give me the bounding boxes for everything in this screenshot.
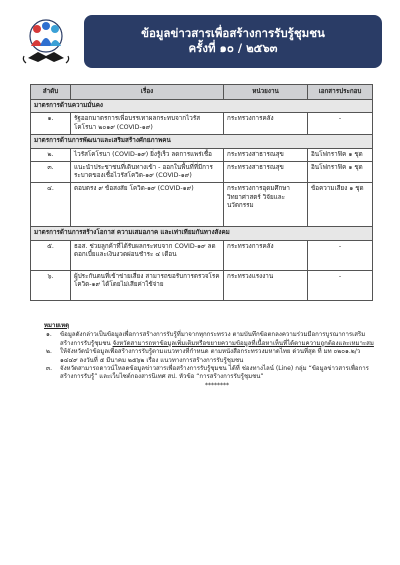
row-no: ๒. xyxy=(31,148,71,161)
table-row xyxy=(31,113,373,135)
row-topic: รัฐออกมาตรการเพื่อบรรเทาผลกระทบจากไวรัสโคโรนา ๒๐๑๙ (COVID-๑๙) xyxy=(71,113,224,135)
row-topic: ธอส. ช่วยลูกค้าที่ได้รับผลกระทบจาก COVID-๑๙ ลดดอกเบี้ยและเงินงวดผ่อนชำระ ๔ เดือน xyxy=(71,240,224,270)
row-topic: ตอบตรง ๙ ข้อสงสัย โควิด-๑๙ (COVID-๑๙) xyxy=(71,183,224,227)
end-mark: ******** xyxy=(205,381,229,389)
row-agency: กระทรวงสาธารณสุข xyxy=(224,148,308,161)
row-doc: ข้อความเสียง ๑ ชุด xyxy=(308,183,373,227)
section-row xyxy=(31,227,373,240)
row-agency: กระทรวงสาธารณสุข xyxy=(224,161,308,183)
section-row xyxy=(31,100,373,113)
note-number: ๒. xyxy=(46,348,52,356)
row-no: ๔. xyxy=(31,183,71,227)
section-title: มาตรการด้านการพัฒนาและเสริมสร้างศักยภาพคน xyxy=(31,135,373,148)
note-text: ให้จังหวัดนำข้อมูลเพื่อสร้างการรับรู้ตามแนวทางที่กำหนด ตามหนังสือกระทรวงมหาดไทย ด่วนที่สุด ที่ มท ๐๒๐๑.๒/ว ๑๔๔๙ ลงวันที่ ๕ มีนาคม ๒๕๖๒ เรื่อง แนวทางการสร้างการรับรู้ชุมชน xyxy=(60,348,361,364)
row-doc: - xyxy=(308,240,373,270)
note-number: ๓. xyxy=(46,365,53,373)
section-title: มาตรการด้านการสร้างโอกาส ความเสมอภาค และเท่าเทียมกันทางสังคม xyxy=(31,227,373,240)
col-header-doc: เอกสารประกอบ xyxy=(308,85,373,100)
notes-section xyxy=(44,322,376,390)
table-row xyxy=(31,183,373,227)
row-agency: กระทรวงการคลัง xyxy=(224,240,308,270)
note-number: ๑. xyxy=(46,331,52,339)
row-topic: ผู้ประกันตนที่เข้าข่ายเสี่ยง สามารถขอรับการตรวจโรคโควิด-๑๙ ได้โดยไม่เสียค่าใช้จ่าย xyxy=(71,270,224,300)
table-row xyxy=(31,240,373,270)
title-banner xyxy=(84,15,382,68)
row-agency: กระทรวงการคลัง xyxy=(224,113,308,135)
col-header-no: ลำดับ xyxy=(31,85,71,100)
note-item xyxy=(44,348,376,365)
note-text xyxy=(60,331,376,348)
logo-icon xyxy=(20,16,72,68)
table-row xyxy=(31,270,373,300)
note-text-plain: ข้อมูลดังกล่าวเป็นข้อมูลเพื่อการสร้างการรับรู้ที่มาจากทุกกระทรวง ตามบันทึกข้อตกลงความร่วมมือการบูรณาการเสริมสร้างการรับรู้ชุมชน xyxy=(60,331,366,347)
table-row xyxy=(31,148,373,161)
page-subtitle: ครั้งที่ ๑๐ / ๒๕๖๓ xyxy=(188,41,278,55)
row-no: ๕. xyxy=(31,240,71,270)
row-agency: กระทรวงแรงงาน xyxy=(224,270,308,300)
row-doc: อินโฟกราฟิค ๑ ชุด xyxy=(308,148,373,161)
table-header-row xyxy=(31,85,373,100)
note-item xyxy=(44,365,376,382)
notes-heading: หมายเหตุ xyxy=(44,322,70,329)
row-no: ๖. xyxy=(31,270,71,300)
page-title: ข้อมูลข่าวสารเพื่อสร้างการรับรู้ชุมชน xyxy=(141,26,325,40)
row-doc: อินโฟกราฟิค ๑ ชุด xyxy=(308,161,373,183)
col-header-topic: เรื่อง xyxy=(71,85,224,100)
row-agency: กระทรวงการอุดมศึกษา วิทยาศาสตร์ วิจัยและนวัตกรรม xyxy=(224,183,308,227)
row-no: ๓. xyxy=(31,161,71,183)
row-no: ๑. xyxy=(31,113,71,135)
row-doc: - xyxy=(308,270,373,300)
row-topic: แนะนำประชาชนที่เดินทางเข้า - ออกในพื้นที่ที่มีการระบาดของเชื้อไวรัสโควิด-๑๙ (COVID-๑๙) xyxy=(71,161,224,183)
note-item xyxy=(44,331,376,348)
section-title: มาตรการด้านความมั่นคง xyxy=(31,100,373,113)
note-text: จังหวัดสามารถดาวน์โหลดข้อมูลข่าวสารเพื่อสร้างการรับรู้ชุมชน ได้ที่ ช่องทางไลน์ (Line) กลุ่ม “ข้อมูลข่าวสารเพื่อการสร้างการรับรู้” และเว็บไซต์กองสารนิเทศ สป. หัวข้อ “การสร้างการรับรู้ชุมชน” xyxy=(60,365,369,381)
col-header-agency: หน่วยงาน xyxy=(224,85,308,100)
note-text-underlined: จังหวัดสามารถหาข้อมูลเพิ่มเติมหรือขยายความข้อมูลที่เนื้อหาเห็นที่ได้ตามความถูกต้องและเหมาะสม xyxy=(112,339,374,347)
row-topic: ไวรัสโคโรนา (COVID-๑๙) ยิ่งรู้เร็ว ลดการแพร่เชื้อ xyxy=(71,148,224,161)
row-doc: - xyxy=(308,113,373,135)
section-row xyxy=(31,135,373,148)
table-row xyxy=(31,161,373,183)
info-table xyxy=(30,84,373,301)
